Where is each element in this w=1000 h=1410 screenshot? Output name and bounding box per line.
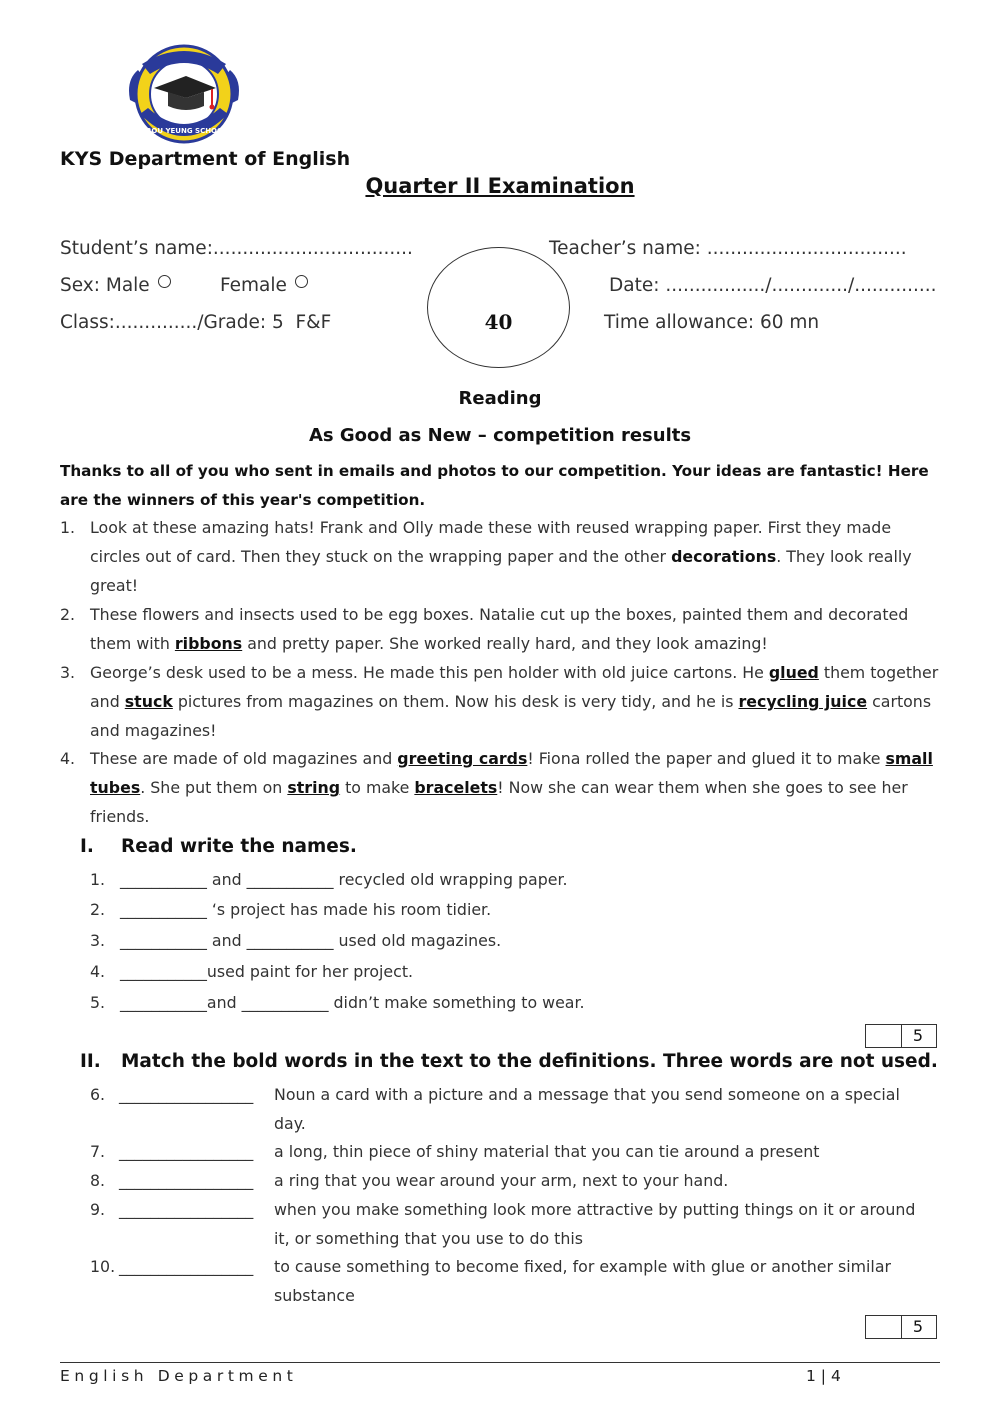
definition-8[interactable] <box>90 1166 940 1195</box>
score-circle <box>427 247 570 368</box>
bold-word: glued <box>768 663 819 682</box>
class-grade-text: Class:............../Grade: 5 <box>60 312 284 333</box>
question-text: ___________ ‘s project has made his room tidier. <box>120 900 492 919</box>
paragraph-3: 3. George’s desk used to be a mess. He made this pen holder with old juice cartons. He glued them together and stuck pictures from magazines on them. Now his desk is very tidy, and he is recycling juice cartons and magazines! <box>60 658 940 745</box>
reading-heading: Reading <box>458 388 542 409</box>
definition-text: Noun a card with a picture and a message that you send someone on a special day. <box>274 1085 900 1133</box>
sex-male-option[interactable] <box>60 275 171 296</box>
male-radio[interactable] <box>158 275 171 288</box>
score-max-value: 5 <box>912 1026 924 1045</box>
question-text: ___________ and ___________ recycled old wrapping paper. <box>120 870 568 889</box>
section-1-score-box <box>865 1024 937 1048</box>
question-text: ___________and ___________ didn’t make something to wear. <box>120 993 585 1012</box>
score-entry-cell[interactable] <box>866 1025 902 1047</box>
article-title: As Good as New – competition results <box>308 425 692 446</box>
question-1[interactable] <box>90 870 568 889</box>
page-number: 1 | 4 <box>806 1367 841 1385</box>
female-radio[interactable] <box>295 275 308 288</box>
definition-text: a ring that you wear around your arm, next to your hand. <box>274 1171 729 1190</box>
paragraph-number: 3. <box>60 663 76 682</box>
definition-number: 6. <box>90 1085 106 1104</box>
question-number: 3. <box>90 931 106 950</box>
sex-female-option[interactable] <box>220 275 308 296</box>
section-title: Match the bold words in the text to the definitions. Three words are not used. <box>121 1051 938 1072</box>
question-number: 4. <box>90 962 106 981</box>
bold-word: ribbons <box>174 634 243 653</box>
answer-blank[interactable]: _________________ <box>119 1200 254 1219</box>
department-heading: KYS Department of English <box>60 148 351 170</box>
definition-text: a long, thin piece of shiny material that you can tie around a present <box>274 1142 820 1161</box>
section-2-heading <box>80 1051 938 1072</box>
bold-word: recycling juice <box>738 692 868 711</box>
paragraph-number: 4. <box>60 749 76 768</box>
section-numeral: I. <box>80 836 94 857</box>
question-text: ___________ and ___________ used old magazines. <box>120 931 502 950</box>
paragraph-4: 4. These are made of old magazines and greeting cards! Fiona rolled the paper and glued it to make small tubes. She put them on string to make bracelets! Now she can wear them when she goes to see her friends. <box>60 744 940 831</box>
definition-text: when you make something look more attractive by putting things on it or around it, or something that you use to do this <box>274 1200 916 1248</box>
bold-word: small tubes <box>90 749 933 797</box>
section-2-score-box <box>865 1315 937 1339</box>
exam-title: Quarter II Examination <box>365 174 635 198</box>
article-intro: Thanks to all of you who sent in emails and photos to our competition. Your ideas are fantastic! Here are the winners of this year's competition. <box>60 462 929 509</box>
question-text: ___________used paint for her project. <box>120 962 414 981</box>
answer-blank[interactable]: _________________ <box>119 1171 254 1190</box>
bold-word: decorations <box>671 547 777 566</box>
definition-number: 9. <box>90 1200 106 1219</box>
definition-10[interactable] <box>90 1252 940 1310</box>
time-allowance: Time allowance: 60 mn <box>604 312 820 333</box>
answer-blank[interactable]: _________________ <box>119 1142 254 1161</box>
answer-blank[interactable]: _________________ <box>119 1257 254 1276</box>
male-label: Sex: Male <box>60 275 150 296</box>
section-1-heading <box>80 836 357 857</box>
definition-text: to cause something to become fixed, for example with glue or another similar substance <box>274 1257 891 1305</box>
question-number: 5. <box>90 993 106 1012</box>
question-5[interactable] <box>90 993 585 1012</box>
total-score: 40 <box>484 310 513 334</box>
footer-divider <box>60 1362 940 1363</box>
question-2[interactable] <box>90 900 491 919</box>
section-title: Read write the names. <box>121 836 357 857</box>
svg-text:KROU YEUNG SCHOOL: KROU YEUNG SCHOOL <box>140 127 228 135</box>
section-numeral: II. <box>80 1051 101 1072</box>
definition-6[interactable] <box>90 1080 940 1138</box>
definition-7[interactable] <box>90 1137 940 1166</box>
footer-department: English Department <box>60 1367 298 1385</box>
definition-number: 7. <box>90 1142 106 1161</box>
student-name-field[interactable]: Student’s name:.................................. <box>60 238 413 259</box>
score-max-value: 5 <box>912 1317 924 1336</box>
date-field[interactable]: Date: ................./............./.............. <box>609 275 937 296</box>
class-group: F&F <box>295 312 332 333</box>
definition-number: 10. <box>90 1257 116 1276</box>
answer-blank[interactable]: _________________ <box>119 1085 254 1104</box>
bold-word: string <box>287 778 341 797</box>
definition-9[interactable] <box>90 1195 940 1253</box>
paragraph-2: 2. These flowers and insects used to be egg boxes. Natalie cut up the boxes, painted them and decorated them with ribbons and pretty paper. She worked really hard, and they look amazing! <box>60 600 940 658</box>
school-logo <box>124 40 244 148</box>
bold-word: stuck <box>124 692 173 711</box>
teacher-name-field[interactable]: Teacher’s name: .................................. <box>549 238 907 259</box>
paragraph-1: 1. Look at these amazing hats! Frank and Olly made these with reused wrapping paper. First they made circles out of card. Then they stuck on the wrapping paper and the other decorations. They look really great! <box>60 513 940 600</box>
score-entry-cell[interactable] <box>866 1316 902 1338</box>
question-number: 1. <box>90 870 106 889</box>
bold-word: greeting cards <box>397 749 528 768</box>
female-label: Female <box>220 275 287 296</box>
question-4[interactable] <box>90 962 413 981</box>
class-grade-field[interactable] <box>60 312 331 333</box>
paragraph-number: 2. <box>60 605 76 624</box>
question-number: 2. <box>90 900 106 919</box>
question-3[interactable] <box>90 931 501 950</box>
paragraph-number: 1. <box>60 518 76 537</box>
bold-word: bracelets <box>414 778 498 797</box>
definition-number: 8. <box>90 1171 106 1190</box>
